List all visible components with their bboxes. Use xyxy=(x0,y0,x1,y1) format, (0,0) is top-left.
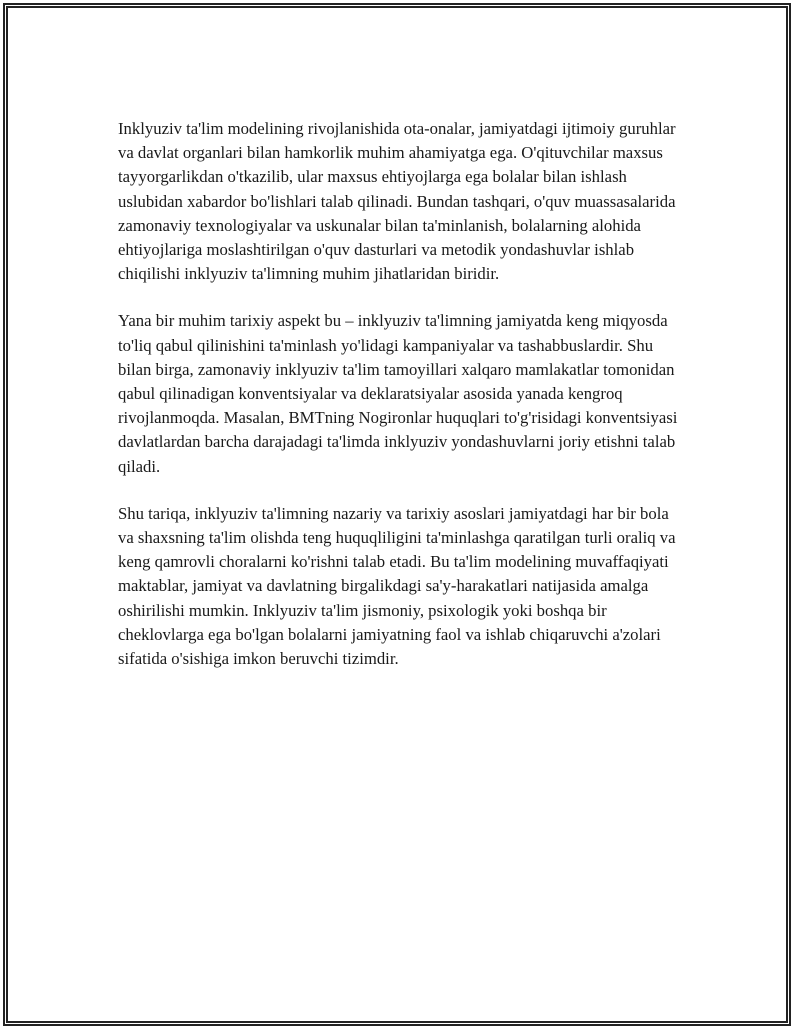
document-body xyxy=(118,117,678,694)
paragraph-2: Yana bir muhim tarixiy aspekt bu – inklyuziv ta'limning jamiyatda keng miqyosda to'liq qabul qilinishini ta'minlash yo'lidagi kampaniyalar va tashabbuslardir. Shu bilan birga, zamonaviy inklyuziv ta'lim tamoyillari xalqaro mamlakatlar tomonidan qabul qilinadigan konventsiyalar va deklaratsiyalar asosida yanada kengroq rivojlanmoqda. Masalan, BMTning Nogironlar huquqlari to'g'risidagi konventsiyasi davlatlardan barcha darajadagi ta'limda inklyuziv yondashuvlarni joriy etishni talab qiladi. xyxy=(118,311,678,476)
paragraph-3: Shu tariqa, inklyuziv ta'limning nazariy va tarixiy asoslari jamiyatdagi har bir bola va shaxsning ta'lim olishda teng huquqliligini ta'minlashga qaratilgan turli oraliq va keng qamrovli choralarni ko'rishni talab etadi. Bu ta'lim modelining muvaffaqiyati maktablar, jamiyat va davlatning birgalikdagi sa'y-harakatlari natijasida amalga oshirilishi mumkin. Inklyuziv ta'lim jismoniy, psixologik yoki boshqa bir cheklovlarga ega bo'lgan bolalarni jamiyatning faol va ishlab chiqaruvchi a'zolari sifatida o'sishiga imkon beruvchi tizimdir. xyxy=(118,503,676,669)
paragraph-1: Inklyuziv ta'lim modelining rivojlanishida ota-onalar, jamiyatdagi ijtimoiy guruhlar va davlat organlari bilan hamkorlik muhim ahamiyatga ega. O'qituvchilar maxsus tayyorgarlikdan o'tkazilib, ular maxsus ehtiyojlarga ega bolalar bilan ishlash uslubidan xabardor bo'lishlari talab qilinadi. Bundan tashqari, o'quv muassasalarida zamonaviy texnologiyalar va uskunalar bilan ta'minlanish, bolalarning alohida ehtiyojlariga moslashtirilgan o'quv dasturlari va metodik yondashuvlar ishlab chiqilishi inklyuziv ta'limning muhim jihatlaridan biridir. xyxy=(118,119,676,284)
